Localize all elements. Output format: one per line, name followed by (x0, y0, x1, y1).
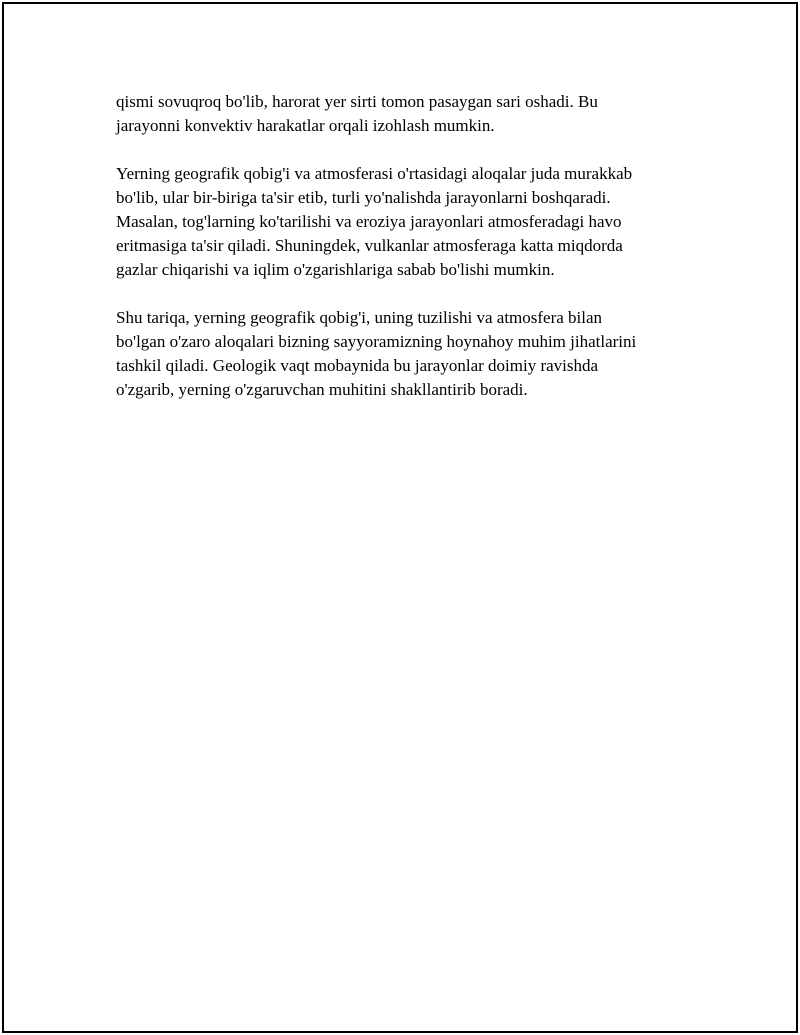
text-line: tashkil qiladi. Geologik vaqt mobaynida bu jarayonlar doimiy ravishda (116, 356, 599, 375)
document-body (116, 90, 696, 426)
text-line: o'zgarib, yerning o'zgaruvchan muhitini shakllantirib boradi. (116, 380, 528, 399)
text-line: qismi sovuqroq bo'lib, harorat yer sirti tomon pasaygan sari oshadi. Bu (116, 92, 598, 111)
text-line: gazlar chiqarishi va iqlim o'zgarishlariga sabab bo'lishi mumkin. (116, 260, 555, 279)
text-line: eritmasiga ta'sir qiladi. Shuningdek, vulkanlar atmosferaga katta miqdorda (116, 236, 623, 255)
text-line: bo'lgan o'zaro aloqalari bizning sayyoramizning hoynahoy muhim jihatlarini (116, 332, 637, 351)
paragraph-2 (116, 162, 696, 282)
paragraph-1 (116, 90, 696, 138)
text-line: Masalan, tog'larning ko'tarilishi va eroziya jarayonlari atmosferadagi havo (116, 212, 622, 231)
text-line: jarayonni konvektiv harakatlar orqali izohlash mumkin. (116, 116, 495, 135)
text-line: bo'lib, ular bir-biriga ta'sir etib, turli yo'nalishda jarayonlarni boshqaradi. (116, 188, 611, 207)
text-line: Shu tariqa, yerning geografik qobig'i, uning tuzilishi va atmosfera bilan (116, 308, 603, 327)
text-line: Yerning geografik qobig'i va atmosferasi o'rtasidagi aloqalar juda murakkab (116, 164, 633, 183)
paragraph-3 (116, 306, 696, 402)
